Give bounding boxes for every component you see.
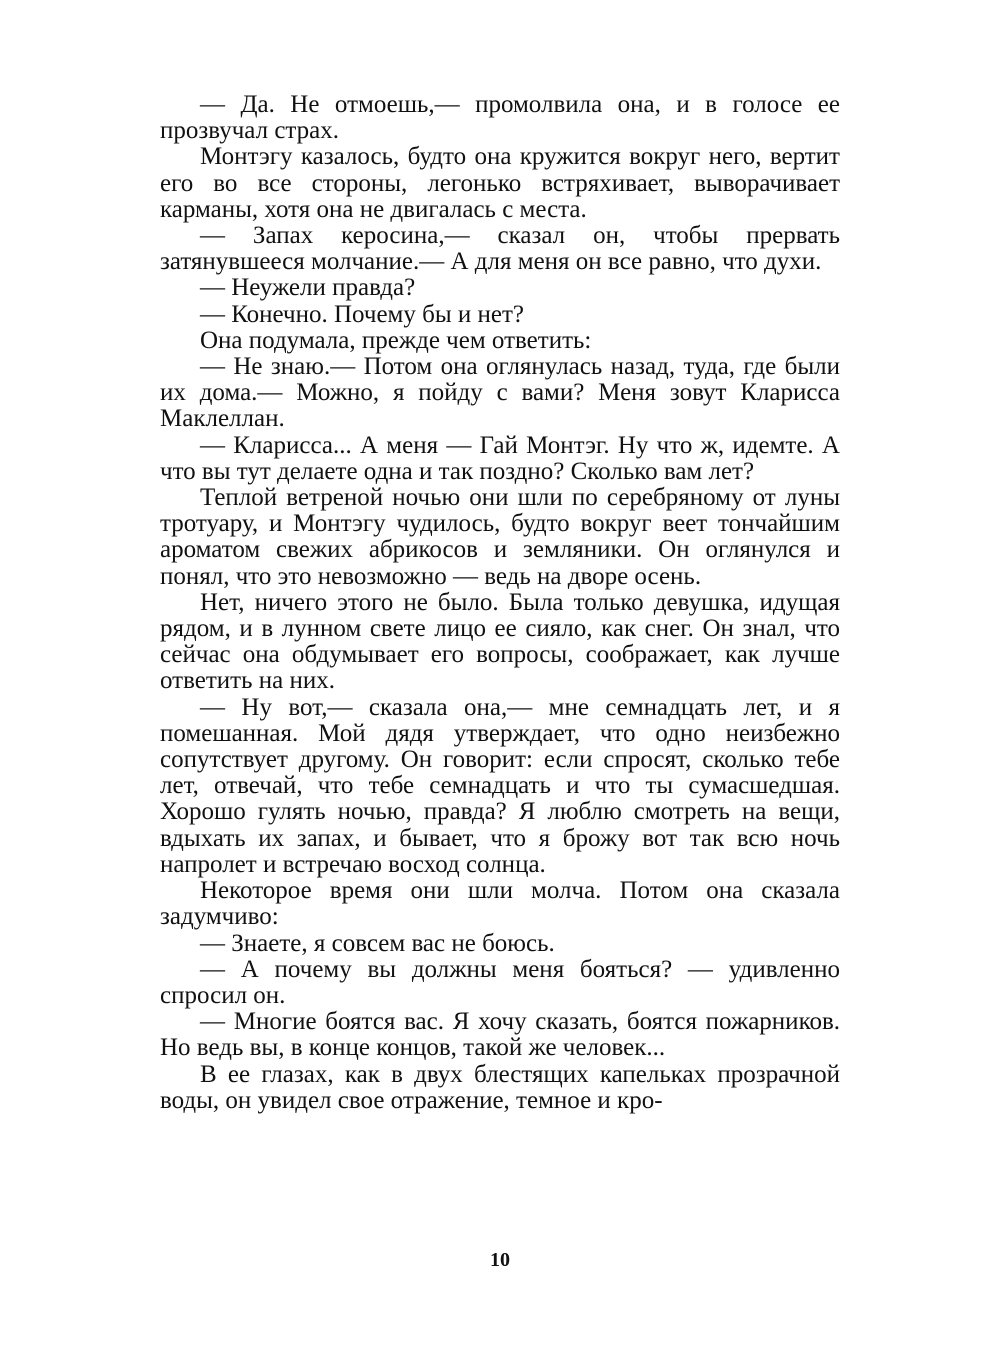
page-number: 10 xyxy=(490,1249,510,1271)
paragraph: — Кларисса... А меня — Гай Монтэг. Ну что ж, идемте. А что вы тут делаете одна и так поздно? Сколько вам лет? xyxy=(160,431,840,485)
paragraph: Нет, ничего этого не было. Была только девушка, идущая рядом, и в лунном свете лицо ее сияло, как снег. Он знал, что сейчас она обдумывает его вопросы, соображает, как лучше ответить на них. xyxy=(160,588,840,695)
paragraph: Она подумала, прежде чем ответить: xyxy=(200,326,592,354)
body-text xyxy=(160,92,840,1114)
paragraph: — Знаете, я совсем вас не боюсь. xyxy=(200,929,555,957)
paragraph: — А почему вы должны меня бояться? — удивленно спросил он. xyxy=(160,955,840,1009)
paragraph: — Многие боятся вас. Я хочу сказать, боятся пожарников. Но ведь вы, в конце концов, такой же человек... xyxy=(160,1008,840,1062)
paragraph: — Ну вот,— сказала она,— мне семнадцать лет, и я помешанная. Мой дядя утверждает, что одно неизбежно сопутствует другому. Он говорит: если спросят, сколько тебе лет, отвечай, что тебе семнадцать и что ты сумасшедшая. Хорошо гулять ночью, правда? Я люблю смотреть на вещи, вдыхать их запах, и бывает, что я брожу вот так всю ночь напролет и встречаю восход солнца. xyxy=(160,693,840,878)
paragraph: Теплой ветреной ночью они шли по серебряному от луны тротуару, и Монтэгу чудилось, будто вокруг веет тончайшим ароматом свежих абрикосов и земляники. Он оглянулся и понял, что это невозможно — ведь на дворе осень. xyxy=(160,484,840,590)
paragraph: — Не знаю.— Потом она оглянулась назад, туда, где были их дома.— Можно, я пойду с вами? Меня зовут Кларисса Маклеллан. xyxy=(160,353,840,433)
paragraph: — Да. Не отмоешь,— промолвила она, и в голосе ее прозвучал страх. xyxy=(160,91,840,145)
paragraph: Некоторое время они шли молча. Потом она сказала задумчиво: xyxy=(160,877,840,931)
paragraph: В ее глазах, как в двух блестящих капельках прозрачной воды, он увидел свое отражение, темное и кро- xyxy=(160,1060,840,1114)
paragraph: — Запах керосина,— сказал он, чтобы прервать затянувшееся молчание.— А для меня он все равно, что духи. xyxy=(160,222,840,276)
paragraph: Монтэгу казалось, будто она кружится вокруг него, вертит его во все стороны, легонько встряхивает, выворачивает карманы, хотя она не двигалась с места. xyxy=(160,143,840,223)
paragraph: — Конечно. Почему бы и нет? xyxy=(200,300,525,328)
paragraph: — Неужели правда? xyxy=(200,274,416,302)
